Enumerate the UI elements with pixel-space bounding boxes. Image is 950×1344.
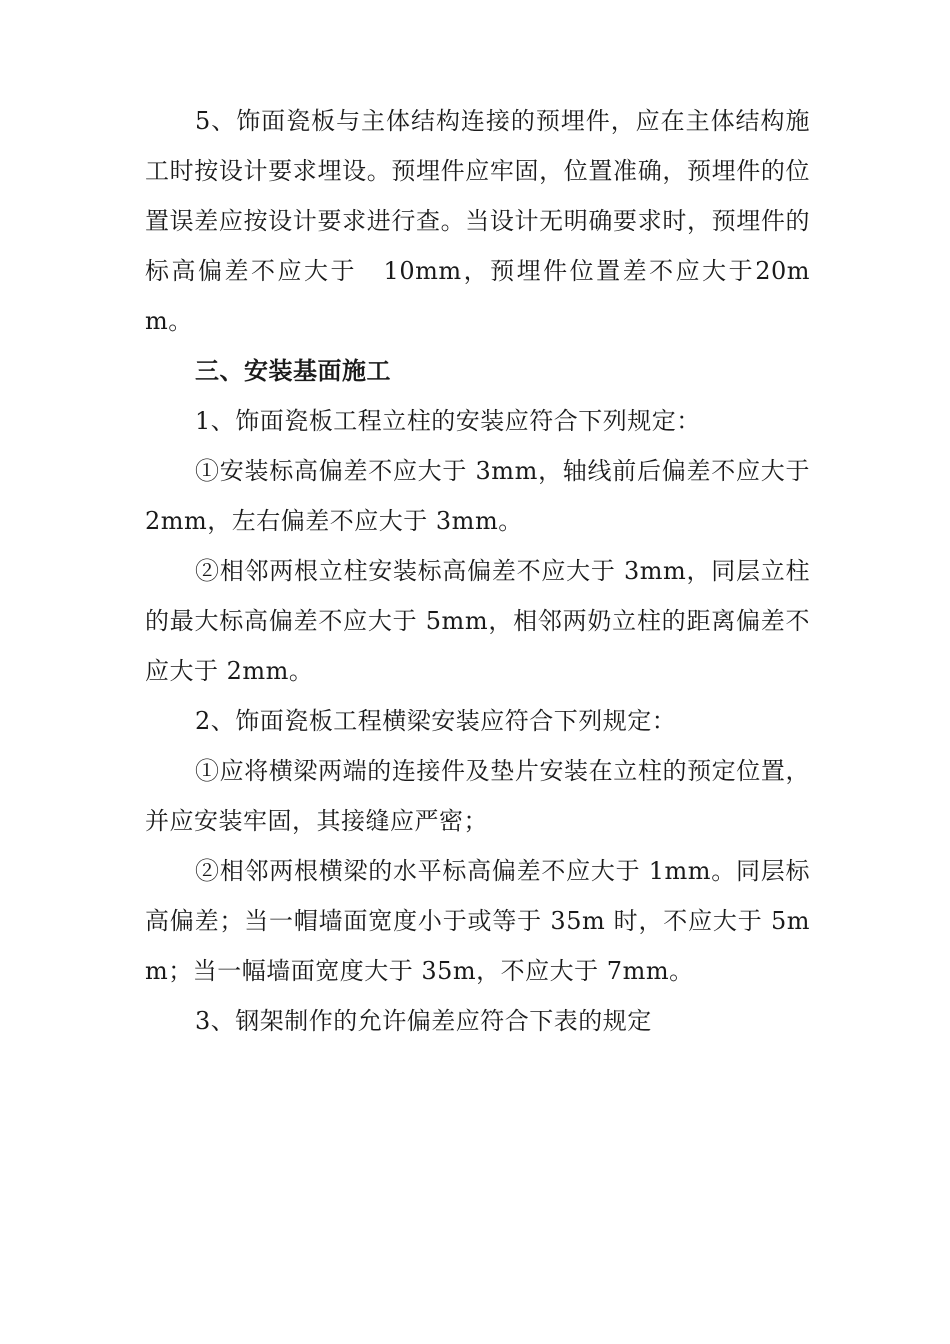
paragraph-beam-rule-2: ②相邻两根横梁的水平标高偏差不应大于 1mm。同层标高偏差；当一帽墙面宽度小于或等于 35m 时，不应大于 5mm；当一幅墙面宽度大于 35m，不应大于 7mm。 (145, 857, 810, 985)
paragraph-column-rules-intro: 1、饰面瓷板工程立柱的安装应符合下列规定： (195, 407, 701, 435)
paragraph-column-rule-1: ①安装标高偏差不应大于 3mm，轴线前后偏差不应大于2mm，左右偏差不应大于 3mm。 (145, 457, 810, 535)
paragraph-steel-frame-tolerance: 3、钢架制作的允许偏差应符合下表的规定 (195, 1007, 652, 1035)
paragraph-column-rule-2: ②相邻两根立柱安装标高偏差不应大于 3mm，同层立柱的最大标高偏差不应大于 5mm，相邻两奶立柱的距离偏差不应大于 2mm。 (145, 557, 810, 685)
paragraph-beam-rules-intro: 2、饰面瓷板工程横梁安装应符合下列规定： (195, 707, 677, 735)
section-heading-installation-base: 三、安装基面施工 (195, 356, 391, 385)
paragraph-embedded-parts: 5、饰面瓷板与主体结构连接的预埋件，应在主体结构施工时按设计要求埋设。预埋件应牢固，位置准确，预埋件的位置误差应按设计要求进行查。当设计无明确要求时，预埋件的标高偏差不应大于 10mm，预埋件位置差不应大于20mm。 (145, 107, 810, 335)
paragraph-beam-rule-1: ①应将横梁两端的连接件及垫片安装在立柱的预定位置，并应安装牢固，其接缝应严密； (145, 757, 810, 835)
document-body (145, 96, 810, 1046)
